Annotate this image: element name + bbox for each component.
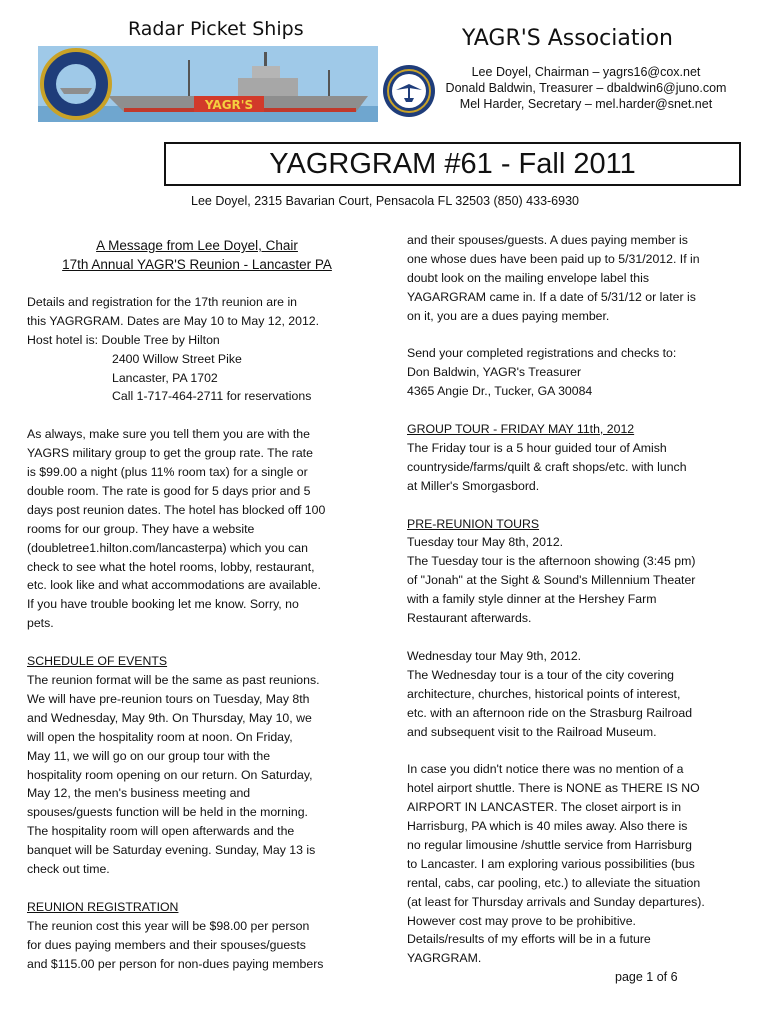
header-right-title: YAGR'S Association — [462, 26, 673, 51]
paragraph-line: May 11, we will go on our group tour with the — [27, 748, 271, 763]
message-heading-line-2: 17th Annual YAGR'S Reunion - Lancaster PA — [62, 257, 332, 272]
page-number: page 1 of 6 — [615, 970, 678, 984]
officer-chairman: Lee Doyel, Chairman – yagrs16@cox.net — [471, 65, 701, 79]
paragraph-line: of "Jonah" at the Sight & Sound's Millennium Theater — [407, 573, 696, 588]
ship-foremast — [188, 60, 190, 96]
ship-mast — [264, 52, 267, 66]
paragraph-line: architecture, churches, historical points of interest, — [407, 686, 681, 701]
paragraph-line: and $115.00 per person for non-dues paying members — [27, 956, 324, 971]
emblem-center — [56, 64, 96, 104]
paragraph-line: days post reunion dates. The hotel has blocked off 100 — [27, 502, 326, 517]
paragraph-line: Send your completed registrations and checks to: — [407, 346, 677, 361]
paragraph-line: and Wednesday, May 9th. On Thursday, May 10, we — [27, 710, 312, 725]
registration-heading: REUNION REGISTRATION — [27, 899, 179, 914]
paragraph-line: The hospitality room will open afterwards and the — [27, 824, 295, 839]
ship-aftmast — [328, 70, 330, 96]
dues-paragraph — [407, 231, 747, 326]
officer-treasurer: Donald Baldwin, Treasurer – dbaldwin6@juno.com — [445, 81, 727, 95]
paragraph-line: hotel airport shuttle. There is NONE as THERE IS NO — [407, 781, 700, 796]
paragraph-line: Harrisburg, PA which is 40 miles away. Also there is — [407, 819, 688, 834]
paragraph-line: (doubletree1.hilton.com/lancasterpa) which you can — [27, 540, 308, 555]
wednesday-paragraph — [407, 647, 747, 742]
banner-text: YAGR'S — [204, 98, 254, 112]
paragraph-line: for dues paying members and their spouses/guests — [27, 937, 306, 952]
paragraph-line: and their spouses/guests. A dues paying member is — [407, 233, 688, 247]
paragraph-line: rooms for our group. They have a website — [27, 521, 255, 536]
navy-seal-graphic — [382, 64, 436, 118]
ship-illustration — [38, 46, 378, 122]
paragraph-line: hospitality room opening on our return. On Saturday, — [27, 767, 313, 782]
paragraph-line: As always, make sure you tell them you are with the — [27, 427, 310, 442]
left-column — [27, 236, 367, 973]
paragraph-line: check to see what the hotel rooms, lobby, restaurant, — [27, 559, 315, 574]
pre-reunion-heading: PRE-REUNION TOURS — [407, 516, 540, 531]
paragraph-line: will open the hospitality room at noon. On Friday, — [27, 729, 293, 744]
airport-paragraph — [407, 760, 747, 968]
navy-seal-image — [382, 64, 436, 118]
paragraph-line: with a family style dinner at the Hershey Farm — [407, 592, 657, 607]
paragraph-line: etc. look like and what accommodations are available. — [27, 578, 321, 593]
ship-superstructure — [238, 78, 298, 96]
paragraph-line: countryside/farms/quilt & craft shops/etc. with lunch — [407, 459, 687, 474]
header-left-title: Radar Picket Ships — [128, 18, 304, 40]
send-paragraph — [407, 344, 747, 401]
details-line: this YAGRGRAM. Dates are May 10 to May 12, 2012. — [27, 313, 320, 328]
ship-banner-image — [38, 46, 378, 122]
hotel-street: 2400 Willow Street Pike — [112, 351, 242, 366]
officer-secretary: Mel Harder, Secretary – mel.harder@snet.net — [459, 97, 713, 111]
details-line: Host hotel is: Double Tree by Hilton — [27, 332, 220, 347]
group-tour-heading: GROUP TOUR - FRIDAY MAY 11th, 2012 — [407, 422, 635, 437]
hotel-phone: Call 1-717-464-2711 for reservations — [112, 389, 312, 404]
message-heading — [27, 236, 367, 274]
paragraph-line: at Miller's Smorgasbord. — [407, 478, 540, 493]
registration-paragraph — [27, 917, 367, 974]
schedule-heading: SCHEDULE OF EVENTS — [27, 654, 168, 669]
paragraph-line: We will have pre-reunion tours on Tuesday, May 8th — [27, 691, 310, 706]
paragraph-line: spouses/guests function will be held in the morning. — [27, 805, 308, 820]
paragraph-line: 4365 Angie Dr., Tucker, GA 30084 — [407, 384, 593, 399]
paragraph-line: The Tuesday tour is the afternoon showing (3:45 pm) — [407, 554, 696, 569]
paragraph-line: and subsequent visit to the Railroad Museum. — [407, 724, 657, 739]
paragraph-line: double room. The rate is good for 5 days prior and 5 — [27, 483, 311, 498]
newsletter-address: Lee Doyel, 2315 Bavarian Court, Pensacola FL 32503 (850) 433-6930 — [191, 194, 579, 208]
right-column — [407, 231, 747, 968]
paragraph-line: pets. — [27, 616, 54, 631]
schedule-paragraph — [27, 671, 367, 879]
paragraph-line: on it, you are a dues paying member. — [407, 308, 610, 323]
paragraph-line: However cost may prove to be prohibitive. — [407, 913, 636, 928]
details-line: Details and registration for the 17th reunion are in — [27, 294, 298, 309]
hotel-city: Lancaster, PA 1702 — [112, 370, 218, 385]
paragraph-line: is $99.00 a night (plus 11% room tax) for a single or — [27, 465, 308, 480]
paragraph-line: YAGARGRAM came in. If a date of 5/31/12 or later is — [407, 289, 696, 304]
paragraph-line: no regular limousine /shuttle service from Harrisburg — [407, 837, 692, 852]
paragraph-line: May 12, the men's business meeting and — [27, 786, 251, 801]
tuesday-paragraph — [407, 533, 747, 628]
paragraph-line: to Lancaster. I am exploring various possibilities (bus — [407, 856, 695, 871]
paragraph-line: rental, cabs, car pooling, etc.) to alleviate the situation — [407, 875, 701, 890]
paragraph-line: If you have trouble booking let me know. Sorry, no — [27, 597, 299, 612]
message-heading-line-1: A Message from Lee Doyel, Chair — [96, 238, 298, 253]
newsletter-title: YAGRGRAM #61 - Fall 2011 — [164, 142, 741, 186]
paragraph-line: In case you didn't notice there was no mention of a — [407, 762, 684, 777]
paragraph-line: one whose dues have been paid up to 5/31/2012. If in — [407, 251, 700, 266]
paragraph-line: Tuesday tour May 8th, 2012. — [407, 535, 564, 550]
paragraph-line: The reunion format will be the same as past reunions. — [27, 672, 320, 687]
paragraph-line: Details/results of my efforts will be in a future — [407, 932, 651, 947]
hotel-paragraph — [27, 425, 367, 633]
emblem-ship — [60, 88, 92, 94]
paragraph-line: doubt look on the mailing envelope label this — [407, 270, 650, 285]
ship-bridge — [252, 66, 280, 78]
paragraph-line: banquet will be Saturday evening. Sunday, May 13 is — [27, 843, 316, 858]
paragraph-line: (at least for Thursday arrivals and Sunday departures). — [407, 894, 705, 909]
paragraph-line: Restaurant afterwards. — [407, 611, 532, 626]
paragraph-line: The Wednesday tour is a tour of the city covering — [407, 667, 675, 682]
seal-anchor — [408, 86, 410, 100]
paragraph-line: Wednesday tour May 9th, 2012. — [407, 648, 582, 663]
paragraph-line: check out time. — [27, 862, 110, 877]
paragraph-line: YAGRS military group to get the group rate. The rate — [27, 446, 313, 461]
officers-list — [436, 64, 736, 112]
paragraph-line: Don Baldwin, YAGR's Treasurer — [407, 365, 582, 380]
paragraph-line: AIRPORT IN LANCASTER. The closet airport is in — [407, 800, 682, 815]
paragraph-line: YAGRGRAM. — [407, 951, 482, 966]
paragraph-line: The reunion cost this year will be $98.00 per person — [27, 918, 310, 933]
paragraph-line: The Friday tour is a 5 hour guided tour of Amish — [407, 440, 667, 455]
group-tour-paragraph — [407, 439, 747, 496]
paragraph-line: etc. with an afternoon ride on the Strasburg Railroad — [407, 705, 693, 720]
